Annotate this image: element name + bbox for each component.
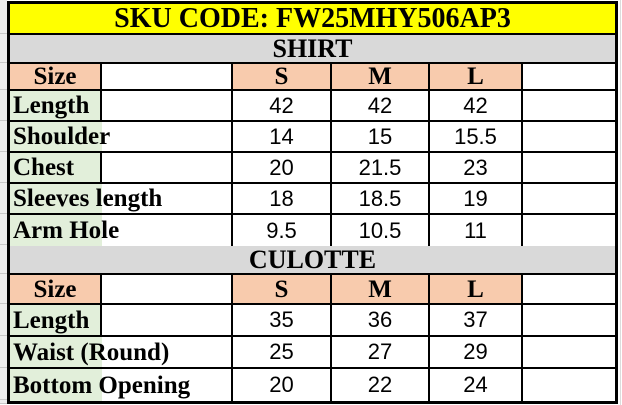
measurement-label [10,337,170,369]
measurement-value [233,153,332,184]
measurement-value [430,369,523,401]
size-column-l-text: L [467,275,484,303]
measurement-value [332,91,430,122]
size-column-s [233,64,332,91]
measurement-value [430,122,523,153]
measurement-value [332,184,430,215]
measurement-label [10,122,111,153]
measurement-value-text: 9.5 [266,217,297,243]
measurement-value [233,215,332,246]
empty-cell [523,337,615,369]
measurement-row [10,184,615,215]
empty-cell [102,64,233,91]
empty-cell [523,215,615,246]
empty-cell [102,305,233,337]
measurement-row [10,215,615,246]
gutter-gridline [0,367,7,368]
gutter-gridline [0,213,7,214]
measurement-value-text: 10.5 [358,217,402,243]
section-shirt [10,35,615,246]
section-title [10,35,615,64]
gutter-gridline [0,62,7,63]
measurement-value-text: 15.5 [454,123,497,149]
measurement-label-text: Shoulder [13,123,111,150]
gutter-gridline [0,182,7,183]
measurement-row [10,122,615,153]
measurement-value [332,369,430,401]
size-chart-table [7,1,618,404]
measurement-value-text: 20 [269,372,294,397]
measurement-value-text: 14 [269,123,294,149]
measurement-label-text: Length [13,306,90,334]
measurement-value-text: 42 [269,92,294,118]
measurement-value-text: 18 [269,185,294,211]
size-header-label-text: Size [33,63,77,90]
gutter-gridline [0,120,7,121]
measurement-label [10,91,102,122]
measurement-label-text: Chest [13,154,75,181]
size-column-m-text: M [368,275,392,303]
empty-cell [523,122,615,153]
measurement-value-text: 37 [463,307,488,332]
empty-cell [523,64,615,91]
size-column-l [430,275,523,305]
measurement-label-text: Arm Hole [13,217,120,244]
empty-cell [523,369,615,401]
gutter-gridline [0,244,7,245]
empty-cell [102,275,233,305]
size-header-label-text: Size [33,275,77,303]
measurement-label-text: Sleeves length [13,185,163,212]
measurement-value [233,91,332,122]
empty-cell [102,122,233,153]
measurement-label-text: Waist (Round) [13,338,170,366]
measurement-value [233,305,332,337]
measurement-value-text: 22 [367,372,393,397]
size-header-row [10,275,615,305]
measurement-label [10,215,120,246]
size-header-label [10,275,102,305]
measurement-value-text: 24 [463,372,488,397]
size-column-s [233,275,332,305]
measurement-value [233,122,332,153]
empty-cell [523,305,615,337]
measurement-value-text: 19 [463,185,488,211]
measurement-value-text: 36 [367,307,393,332]
measurement-row [10,369,615,401]
empty-cell [523,275,615,305]
measurement-value-text: 11 [464,217,487,243]
measurement-value [233,337,332,369]
section-title-text: CULOTTE [248,244,377,274]
empty-cell [523,184,615,215]
section-title [10,246,615,275]
sku-code-header: SKU CODE: FW25MHY506AP3 [10,4,615,35]
measurement-label [10,305,102,337]
measurement-value-text: 42 [367,92,393,118]
measurement-value [430,305,523,337]
measurement-value [332,337,430,369]
measurement-value [233,369,332,401]
measurement-label [10,184,163,215]
measurement-value-text: 29 [463,339,488,364]
gutter-gridline [0,399,7,400]
section-title-text: SHIRT [272,33,353,63]
measurement-value [332,305,430,337]
measurement-row [10,337,615,369]
measurement-value-text: 42 [463,92,488,118]
measurement-value [430,153,523,184]
size-column-s-text: S [274,63,289,90]
size-column-l [430,64,523,91]
section-culotte [10,246,615,401]
size-header-label [10,64,102,91]
size-column-m [332,275,430,305]
empty-cell [102,153,233,184]
measurement-row [10,153,615,184]
empty-cell [102,91,233,122]
measurement-value [332,153,430,184]
measurement-value [233,184,332,215]
size-column-m [332,64,430,91]
measurement-value-text: 18.5 [358,185,402,211]
section-header-row [10,246,615,275]
size-column-s-text: S [274,275,289,303]
measurement-label [10,153,102,184]
section-header-row [10,35,615,64]
measurement-value-text: 27 [367,339,393,364]
measurement-value [430,337,523,369]
gutter-gridline [0,273,7,274]
measurement-value-text: 25 [269,339,294,364]
empty-cell [523,91,615,122]
gutter-gridline [0,89,7,90]
right-gridline [620,0,621,405]
measurement-row [10,305,615,337]
size-column-m-text: M [368,63,392,90]
measurement-label [10,369,191,401]
measurement-value [430,184,523,215]
empty-cell [523,153,615,184]
size-column-l-text: L [467,63,484,90]
measurement-value [332,215,430,246]
measurement-value-text: 23 [463,154,488,180]
measurement-label-text: Bottom Opening [13,371,191,399]
gutter-gridline [0,303,7,304]
row-gutter [0,0,7,404]
empty-cell [102,215,233,246]
gutter-gridline [0,335,7,336]
measurement-value-text: 35 [269,307,294,332]
measurement-value-text: 20 [269,154,294,180]
measurement-value [430,91,523,122]
gutter-gridline [0,151,7,152]
size-header-row [10,64,615,91]
measurement-value [332,122,430,153]
measurement-value-text: 21.5 [358,154,402,180]
measurement-value [430,215,523,246]
measurement-label-text: Length [13,92,90,119]
measurement-value-text: 15 [367,123,393,149]
measurement-row [10,91,615,122]
sku-header-row [10,4,615,35]
gutter-gridline [0,33,7,34]
